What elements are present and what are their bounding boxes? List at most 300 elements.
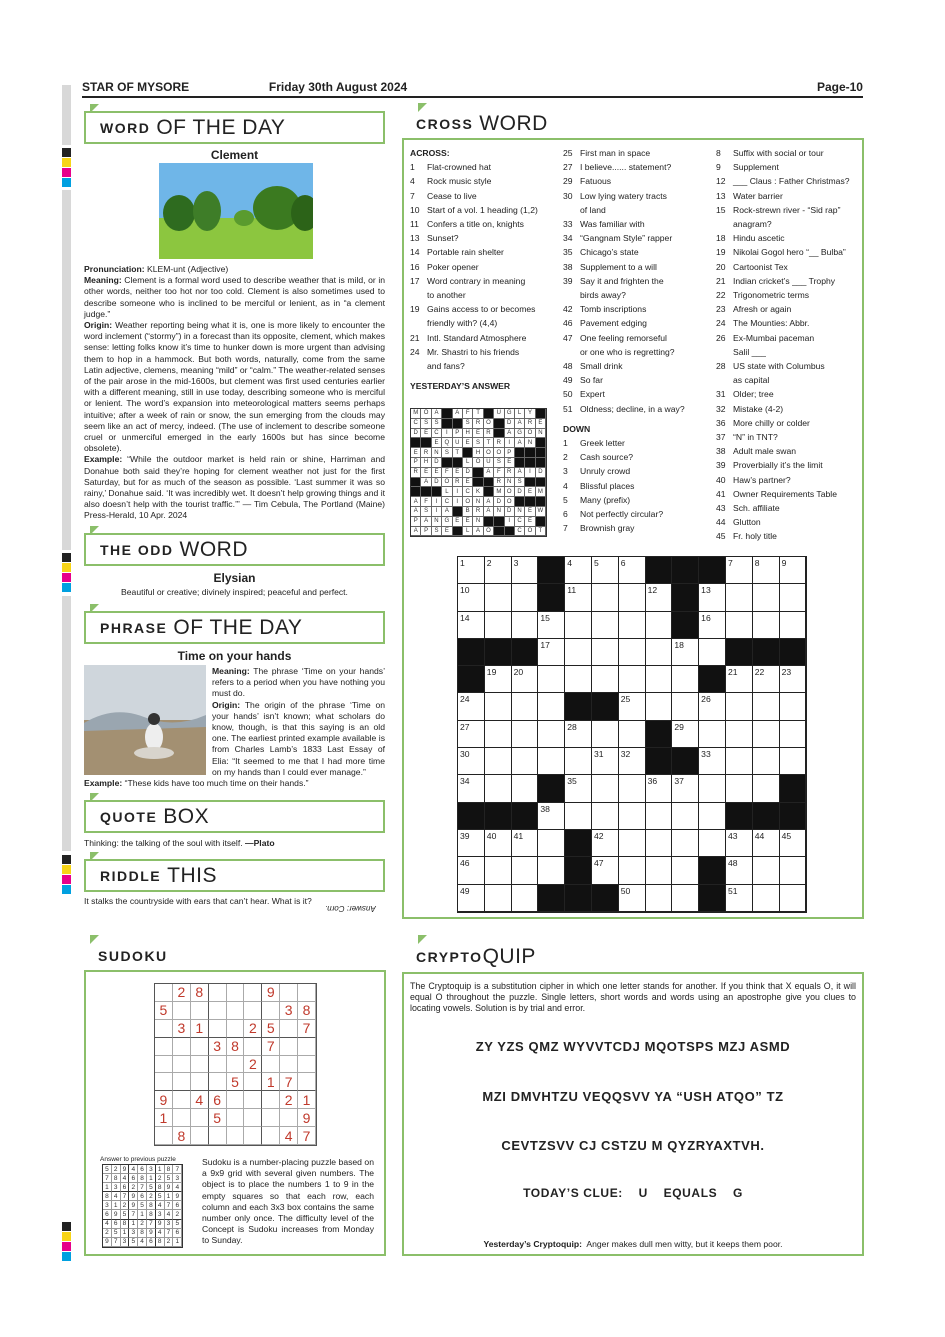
sudoku-cell[interactable]: 4 bbox=[280, 1127, 298, 1145]
grid-square[interactable]: 3 bbox=[512, 557, 539, 584]
grid-square[interactable] bbox=[538, 721, 565, 748]
black-square bbox=[699, 557, 726, 584]
answer-square: B bbox=[463, 507, 473, 517]
grid-square[interactable] bbox=[592, 612, 619, 639]
phrase: Time on your hands bbox=[177, 649, 292, 663]
clue: 51 Oldness; decline, in a way? bbox=[563, 403, 685, 414]
grid-square[interactable] bbox=[592, 721, 619, 748]
grid-square[interactable]: 2 bbox=[485, 557, 512, 584]
grid-square[interactable] bbox=[565, 639, 592, 666]
answer-square: O bbox=[442, 478, 452, 488]
grid-square[interactable]: 32 bbox=[619, 748, 646, 775]
grid-square[interactable] bbox=[512, 885, 539, 912]
grid-square[interactable]: 51 bbox=[726, 885, 753, 912]
sudoku-cell[interactable] bbox=[298, 1073, 316, 1091]
sudoku-cell[interactable] bbox=[227, 1091, 245, 1109]
grid-square[interactable] bbox=[753, 721, 780, 748]
answer-square: C bbox=[432, 429, 442, 439]
grid-square[interactable] bbox=[512, 857, 539, 884]
sudoku-cell[interactable] bbox=[262, 1091, 280, 1109]
black-square bbox=[538, 584, 565, 611]
grid-square[interactable]: 27 bbox=[458, 721, 485, 748]
sudoku-cell[interactable] bbox=[191, 1109, 209, 1127]
sudoku-cell[interactable] bbox=[298, 984, 316, 1002]
answer-square bbox=[421, 438, 431, 448]
grid-square[interactable]: 33 bbox=[699, 748, 726, 775]
grid-square[interactable]: 45 bbox=[780, 830, 807, 857]
answer-square bbox=[494, 429, 504, 439]
grid-square[interactable]: 30 bbox=[458, 748, 485, 775]
sudoku-cell[interactable] bbox=[191, 1127, 209, 1145]
grid-square[interactable] bbox=[646, 885, 673, 912]
grid-square[interactable] bbox=[512, 775, 539, 802]
clue: 13 Water barrier bbox=[716, 190, 783, 201]
clue: anagram? bbox=[733, 219, 772, 230]
sudoku-cell[interactable] bbox=[191, 1002, 209, 1020]
grid-square[interactable]: 16 bbox=[699, 612, 726, 639]
sudoku-cell[interactable] bbox=[209, 1073, 227, 1091]
grid-square[interactable] bbox=[753, 775, 780, 802]
answer-square: S bbox=[421, 507, 431, 517]
sudoku-cell[interactable]: 1 bbox=[155, 1109, 173, 1127]
sudoku-cell[interactable] bbox=[155, 1020, 173, 1038]
crossword-grid[interactable] bbox=[457, 556, 807, 913]
grid-square[interactable] bbox=[565, 612, 592, 639]
grid-square[interactable] bbox=[619, 639, 646, 666]
answer-cell: 6 bbox=[173, 1229, 182, 1238]
grid-square[interactable] bbox=[485, 721, 512, 748]
grid-square[interactable] bbox=[538, 666, 565, 693]
grid-square[interactable] bbox=[646, 857, 673, 884]
grid-square[interactable]: 13 bbox=[699, 584, 726, 611]
grid-square[interactable]: 24 bbox=[458, 693, 485, 720]
grid-square[interactable] bbox=[672, 693, 699, 720]
clue: 21 Indian cricket’s ___ Trophy bbox=[716, 275, 836, 286]
sudoku-cell[interactable] bbox=[262, 1127, 280, 1145]
black-square bbox=[485, 639, 512, 666]
grid-square[interactable] bbox=[646, 639, 673, 666]
grid-square[interactable] bbox=[699, 639, 726, 666]
answer-square: M bbox=[494, 487, 504, 497]
grid-square[interactable] bbox=[619, 830, 646, 857]
answer-square: D bbox=[432, 458, 442, 468]
sudoku-cell[interactable]: 7 bbox=[262, 1038, 280, 1056]
grid-square[interactable]: 31 bbox=[592, 748, 619, 775]
grid-square[interactable] bbox=[753, 584, 780, 611]
sudoku-cell[interactable]: 7 bbox=[280, 1073, 298, 1091]
sudoku-cell[interactable] bbox=[209, 1056, 227, 1074]
grid-square[interactable] bbox=[565, 748, 592, 775]
sudoku-cell[interactable] bbox=[173, 1056, 191, 1074]
grid-square[interactable]: 29 bbox=[672, 721, 699, 748]
answer-square: D bbox=[515, 487, 525, 497]
answer-square: I bbox=[505, 438, 515, 448]
sudoku-cell[interactable] bbox=[155, 1056, 173, 1074]
sudoku-cell[interactable]: 3 bbox=[280, 1002, 298, 1020]
grid-square[interactable] bbox=[512, 721, 539, 748]
sudoku-cell[interactable] bbox=[244, 1038, 262, 1056]
answer-square bbox=[494, 419, 504, 429]
sudoku-cell[interactable] bbox=[209, 984, 227, 1002]
sudoku-cell[interactable]: 8 bbox=[191, 984, 209, 1002]
grid-square[interactable]: 23 bbox=[780, 666, 807, 693]
sudoku-cell[interactable] bbox=[298, 1038, 316, 1056]
sudoku-cell[interactable] bbox=[262, 1002, 280, 1020]
grid-square[interactable]: 18 bbox=[672, 639, 699, 666]
answer-square bbox=[525, 497, 535, 507]
answer-cell: 7 bbox=[165, 1229, 174, 1238]
grid-square[interactable] bbox=[619, 584, 646, 611]
grid-square[interactable] bbox=[726, 693, 753, 720]
sudoku-cell[interactable]: 3 bbox=[173, 1020, 191, 1038]
sudoku-cell[interactable] bbox=[244, 984, 262, 1002]
grid-square[interactable] bbox=[780, 748, 807, 775]
black-square bbox=[780, 803, 807, 830]
sudoku-cell[interactable] bbox=[191, 1038, 209, 1056]
grid-square[interactable] bbox=[726, 584, 753, 611]
sudoku-cell[interactable]: 5 bbox=[155, 1002, 173, 1020]
black-square bbox=[512, 639, 539, 666]
grid-square[interactable] bbox=[753, 885, 780, 912]
sudoku-cell[interactable]: 8 bbox=[227, 1038, 245, 1056]
answer-square: F bbox=[442, 468, 452, 478]
grid-square[interactable] bbox=[592, 639, 619, 666]
grid-square[interactable] bbox=[619, 803, 646, 830]
grid-square[interactable] bbox=[726, 775, 753, 802]
sudoku-cell[interactable]: 5 bbox=[227, 1073, 245, 1091]
answer-square bbox=[473, 478, 483, 488]
grid-square[interactable] bbox=[485, 857, 512, 884]
grid-square[interactable]: 48 bbox=[726, 857, 753, 884]
quote-text: Thinking: the talking of the soul with itself. —Plato bbox=[84, 838, 275, 848]
sudoku-cell[interactable]: 7 bbox=[298, 1020, 316, 1038]
sudoku-cell[interactable] bbox=[173, 1109, 191, 1127]
sudoku-cell[interactable] bbox=[280, 984, 298, 1002]
grid-square[interactable]: 34 bbox=[458, 775, 485, 802]
grid-square[interactable]: 1 bbox=[458, 557, 485, 584]
grid-square[interactable] bbox=[646, 803, 673, 830]
answer-square bbox=[536, 409, 546, 419]
grid-square[interactable] bbox=[646, 693, 673, 720]
grid-square[interactable]: 21 bbox=[726, 666, 753, 693]
grid-square[interactable]: 50 bbox=[619, 885, 646, 912]
sudoku-cell[interactable] bbox=[155, 1073, 173, 1091]
grid-square[interactable]: 40 bbox=[485, 830, 512, 857]
grid-square[interactable] bbox=[726, 612, 753, 639]
grid-square[interactable]: 20 bbox=[512, 666, 539, 693]
grid-square[interactable]: 43 bbox=[726, 830, 753, 857]
grid-square[interactable] bbox=[592, 803, 619, 830]
grid-square[interactable] bbox=[512, 584, 539, 611]
sudoku-cell[interactable] bbox=[280, 1056, 298, 1074]
answer-square: A bbox=[484, 507, 494, 517]
clue: birds away? bbox=[580, 290, 626, 301]
grid-square[interactable] bbox=[512, 612, 539, 639]
answer-square bbox=[515, 497, 525, 507]
crossword-title: CROSS WORD bbox=[402, 110, 864, 140]
grid-square[interactable] bbox=[512, 693, 539, 720]
answer-square: S bbox=[432, 527, 442, 537]
grid-square[interactable] bbox=[699, 721, 726, 748]
grid-square[interactable] bbox=[780, 721, 807, 748]
sudoku-cell[interactable]: 2 bbox=[173, 984, 191, 1002]
grid-square[interactable]: 44 bbox=[753, 830, 780, 857]
grid-square[interactable]: 49 bbox=[458, 885, 485, 912]
clue: 4 Rock music style bbox=[410, 176, 492, 187]
sudoku-cell[interactable]: 2 bbox=[244, 1020, 262, 1038]
answer-square: D bbox=[536, 468, 546, 478]
sudoku-cell[interactable]: 1 bbox=[298, 1091, 316, 1109]
grid-square[interactable] bbox=[753, 857, 780, 884]
sudoku-cell[interactable] bbox=[191, 1056, 209, 1074]
grid-square[interactable]: 6 bbox=[619, 557, 646, 584]
grid-square[interactable] bbox=[726, 721, 753, 748]
grid-square[interactable] bbox=[672, 885, 699, 912]
grid-square[interactable] bbox=[780, 693, 807, 720]
grid-square[interactable]: 15 bbox=[538, 612, 565, 639]
grid-square[interactable]: 8 bbox=[753, 557, 780, 584]
grid-square[interactable] bbox=[753, 748, 780, 775]
grid-square[interactable]: 22 bbox=[753, 666, 780, 693]
answer-square: A bbox=[421, 517, 431, 527]
black-square bbox=[672, 584, 699, 611]
grid-square[interactable] bbox=[485, 693, 512, 720]
black-square bbox=[646, 721, 673, 748]
sudoku-cell[interactable]: 3 bbox=[209, 1038, 227, 1056]
sudoku-cell[interactable]: 8 bbox=[173, 1127, 191, 1145]
sudoku-cell[interactable] bbox=[173, 1091, 191, 1109]
sudoku-cell[interactable] bbox=[262, 1109, 280, 1127]
grid-square[interactable] bbox=[753, 693, 780, 720]
sudoku-cell[interactable] bbox=[209, 1127, 227, 1145]
answer-square: I bbox=[442, 429, 452, 439]
grid-square[interactable] bbox=[538, 857, 565, 884]
page-header bbox=[82, 78, 863, 98]
clue: 38 Supplement to a will bbox=[563, 261, 657, 272]
sudoku-cell[interactable]: 9 bbox=[262, 984, 280, 1002]
answer-square: O bbox=[484, 527, 494, 537]
sudoku-cell[interactable]: 2 bbox=[280, 1091, 298, 1109]
answer-square: O bbox=[505, 487, 515, 497]
grid-square[interactable]: 17 bbox=[538, 639, 565, 666]
grid-square[interactable]: 42 bbox=[592, 830, 619, 857]
answer-square bbox=[421, 487, 431, 497]
sudoku-cell[interactable] bbox=[173, 1002, 191, 1020]
clue: 15 Rock-strewn river - “Sid rap” bbox=[716, 204, 841, 215]
answer-square: A bbox=[484, 497, 494, 507]
sudoku-cell[interactable] bbox=[244, 1002, 262, 1020]
answer-square bbox=[536, 497, 546, 507]
answer-square: G bbox=[442, 517, 452, 527]
sudoku-cell[interactable] bbox=[227, 1056, 245, 1074]
grid-square[interactable] bbox=[619, 666, 646, 693]
answer-cell: 1 bbox=[112, 1201, 121, 1210]
grid-square[interactable] bbox=[726, 748, 753, 775]
grid-square[interactable] bbox=[646, 666, 673, 693]
sudoku-cell[interactable]: 9 bbox=[155, 1091, 173, 1109]
sudoku-cell[interactable] bbox=[298, 1056, 316, 1074]
grid-square[interactable]: 26 bbox=[699, 693, 726, 720]
answer-square: D bbox=[494, 497, 504, 507]
black-square bbox=[512, 803, 539, 830]
answer-square: D bbox=[411, 429, 421, 439]
answer-cell: 1 bbox=[138, 1210, 147, 1219]
sudoku-cell[interactable]: 1 bbox=[262, 1073, 280, 1091]
sudoku-cell[interactable] bbox=[244, 1091, 262, 1109]
answer-cell: 5 bbox=[147, 1183, 156, 1192]
sudoku-cell[interactable]: 4 bbox=[191, 1091, 209, 1109]
sudoku-cell[interactable] bbox=[209, 1002, 227, 1020]
sudoku-cell[interactable]: 7 bbox=[298, 1127, 316, 1145]
answer-square bbox=[453, 527, 463, 537]
grid-square[interactable]: 12 bbox=[646, 584, 673, 611]
grid-square[interactable]: 4 bbox=[565, 557, 592, 584]
grid-square[interactable]: 47 bbox=[592, 857, 619, 884]
sudoku-cell[interactable] bbox=[155, 984, 173, 1002]
grid-square[interactable] bbox=[619, 857, 646, 884]
clue: 4 Blissful places bbox=[563, 480, 635, 491]
grid-square[interactable] bbox=[592, 584, 619, 611]
grid-square[interactable]: 38 bbox=[538, 803, 565, 830]
sudoku-cell[interactable] bbox=[155, 1038, 173, 1056]
black-square bbox=[780, 639, 807, 666]
sudoku-cell[interactable] bbox=[191, 1073, 209, 1091]
black-square bbox=[672, 748, 699, 775]
grid-square[interactable] bbox=[485, 748, 512, 775]
grid-square[interactable] bbox=[699, 775, 726, 802]
answer-square bbox=[515, 448, 525, 458]
grid-square[interactable] bbox=[485, 584, 512, 611]
answer-square: R bbox=[473, 507, 483, 517]
sudoku-cell[interactable] bbox=[209, 1020, 227, 1038]
sudoku-cell[interactable] bbox=[244, 1127, 262, 1145]
grid-square[interactable]: 36 bbox=[646, 775, 673, 802]
sudoku-cell[interactable] bbox=[227, 1109, 245, 1127]
sudoku-cell[interactable] bbox=[280, 1020, 298, 1038]
sudoku-cell[interactable] bbox=[262, 1056, 280, 1074]
grid-square[interactable]: 46 bbox=[458, 857, 485, 884]
answer-square: I bbox=[525, 468, 535, 478]
answer-square: E bbox=[432, 438, 442, 448]
sudoku-cell[interactable] bbox=[227, 1127, 245, 1145]
grid-square[interactable]: 39 bbox=[458, 830, 485, 857]
grid-square[interactable] bbox=[619, 612, 646, 639]
yesterday-grid bbox=[410, 408, 547, 537]
answer-cell: 7 bbox=[112, 1238, 121, 1247]
grid-square[interactable] bbox=[672, 666, 699, 693]
grid-square[interactable] bbox=[592, 775, 619, 802]
answer-square: L bbox=[463, 458, 473, 468]
grid-square[interactable] bbox=[619, 721, 646, 748]
grid-square[interactable] bbox=[699, 830, 726, 857]
sudoku-cell[interactable]: 9 bbox=[298, 1109, 316, 1127]
grid-square[interactable] bbox=[538, 748, 565, 775]
grid-square[interactable] bbox=[699, 803, 726, 830]
sudoku-cell[interactable] bbox=[173, 1038, 191, 1056]
sudoku-cell[interactable]: 6 bbox=[209, 1091, 227, 1109]
grid-square[interactable]: 11 bbox=[565, 584, 592, 611]
grid-square[interactable] bbox=[672, 803, 699, 830]
answer-square: I bbox=[453, 487, 463, 497]
grid-square[interactable]: 10 bbox=[458, 584, 485, 611]
grid-square[interactable]: 35 bbox=[565, 775, 592, 802]
grid-square[interactable] bbox=[538, 693, 565, 720]
answer-cell: 6 bbox=[129, 1174, 138, 1183]
grid-square[interactable]: 19 bbox=[485, 666, 512, 693]
grid-square[interactable] bbox=[565, 803, 592, 830]
sudoku-cell[interactable]: 8 bbox=[298, 1002, 316, 1020]
answer-square: N bbox=[536, 429, 546, 439]
grid-square[interactable]: 41 bbox=[512, 830, 539, 857]
grid-square[interactable] bbox=[512, 748, 539, 775]
sudoku-cell[interactable] bbox=[227, 1020, 245, 1038]
grid-square[interactable] bbox=[780, 885, 807, 912]
grid-square[interactable] bbox=[619, 775, 646, 802]
grid-square[interactable] bbox=[780, 612, 807, 639]
sudoku-cell[interactable]: 2 bbox=[244, 1056, 262, 1074]
grid-square[interactable] bbox=[485, 775, 512, 802]
black-square bbox=[538, 775, 565, 802]
grid-square[interactable] bbox=[485, 612, 512, 639]
grid-square[interactable]: 9 bbox=[780, 557, 807, 584]
grid-square[interactable] bbox=[672, 830, 699, 857]
grid-square[interactable] bbox=[592, 666, 619, 693]
answer-square bbox=[442, 409, 452, 419]
grid-square[interactable] bbox=[565, 666, 592, 693]
grid-square[interactable] bbox=[780, 857, 807, 884]
grid-square[interactable] bbox=[538, 830, 565, 857]
answer-square: T bbox=[453, 448, 463, 458]
grid-square[interactable]: 25 bbox=[619, 693, 646, 720]
answer-cell: 9 bbox=[112, 1210, 121, 1219]
answer-square: E bbox=[525, 507, 535, 517]
grid-square[interactable] bbox=[780, 584, 807, 611]
answer-square: F bbox=[421, 497, 431, 507]
grid-square[interactable] bbox=[485, 885, 512, 912]
black-square bbox=[753, 639, 780, 666]
sudoku-grid[interactable] bbox=[154, 983, 317, 1146]
answer-square: U bbox=[494, 409, 504, 419]
grid-square[interactable] bbox=[646, 612, 673, 639]
sudoku-cell[interactable] bbox=[227, 1002, 245, 1020]
answer-square bbox=[411, 478, 421, 488]
sudoku-cell[interactable]: 5 bbox=[209, 1109, 227, 1127]
sudoku-cell[interactable] bbox=[280, 1109, 298, 1127]
answer-square bbox=[453, 458, 463, 468]
grid-square[interactable]: 5 bbox=[592, 557, 619, 584]
sudoku-cell[interactable] bbox=[155, 1127, 173, 1145]
sudoku-cell[interactable]: 5 bbox=[262, 1020, 280, 1038]
grid-square[interactable]: 37 bbox=[672, 775, 699, 802]
grid-square[interactable] bbox=[646, 830, 673, 857]
answer-square: P bbox=[411, 517, 421, 527]
sudoku-cell[interactable] bbox=[244, 1073, 262, 1091]
grid-square[interactable]: 7 bbox=[726, 557, 753, 584]
clue: 36 More chilly or colder bbox=[716, 417, 810, 428]
black-square bbox=[699, 885, 726, 912]
sudoku-cell[interactable] bbox=[173, 1073, 191, 1091]
answer-square: A bbox=[453, 409, 463, 419]
sudoku-cell[interactable]: 1 bbox=[191, 1020, 209, 1038]
grid-square[interactable] bbox=[672, 857, 699, 884]
answer-cell: 2 bbox=[156, 1174, 165, 1183]
grid-square[interactable]: 14 bbox=[458, 612, 485, 639]
grid-square[interactable] bbox=[753, 612, 780, 639]
grid-square[interactable]: 28 bbox=[565, 721, 592, 748]
sudoku-cell[interactable] bbox=[227, 984, 245, 1002]
sudoku-cell[interactable] bbox=[280, 1038, 298, 1056]
sudoku-cell[interactable] bbox=[244, 1109, 262, 1127]
